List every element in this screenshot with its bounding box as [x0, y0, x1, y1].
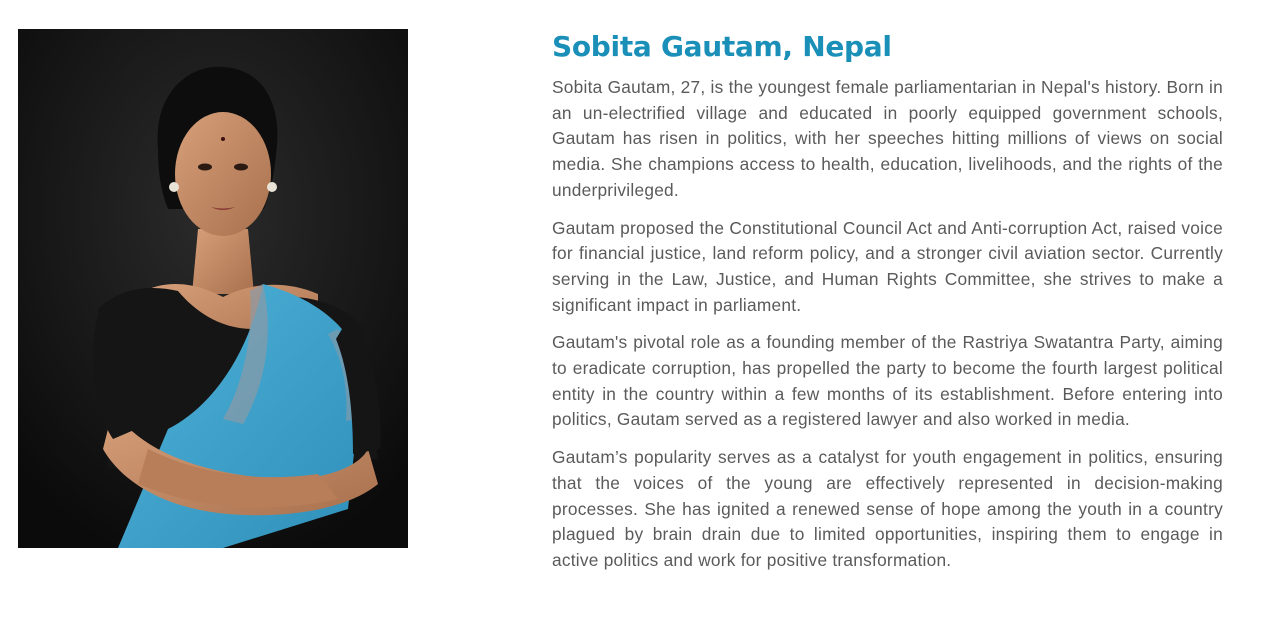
portrait-illustration [18, 29, 408, 548]
bio-paragraph-2: Gautam proposed the Constitutional Council Act and Anti-corruption Act, raised voice for financial justice, land reform policy, and a stronger civil aviation sector. Currently serving in the Law, Justice, and Human Rights Committee, she strives to make a significant impact in parliament. [552, 217, 1223, 315]
bio-paragraph-4: Gautam’s popularity serves as a catalyst for youth engagement in politics, ensuring that the voices of the young are effectively represented in decision-making processes. She has ignited a renewed sense of hope among the youth in a country plagued by brain drain due to limited opportunities, inspiring them to engage in active politics and work for positive transformation. [552, 447, 1223, 570]
bio-paragraph-1: Sobita Gautam, 27, is the youngest female parliamentarian in Nepal's history. Born in an un-electrified village and educated in poorly equipped government schools, Gautam has risen in politics, with her speeches hitting millions of views on social media. She champions access to health, education, livelihoods, and the rights of the underprivileged. [552, 77, 1223, 200]
bio-paragraph-3: Gautam's pivotal role as a founding member of the Rastriya Swatantra Party, aiming to eradicate corruption, has propelled the party to become the fourth largest political entity in the country within a few months of its establishment. Before entering into politics, Gautam served as a registered lawyer and also worked in media. [552, 332, 1223, 430]
bio-section [552, 28, 1223, 586]
profile-name: Sobita Gautam, Nepal [552, 30, 892, 63]
portrait-photo [18, 29, 408, 548]
